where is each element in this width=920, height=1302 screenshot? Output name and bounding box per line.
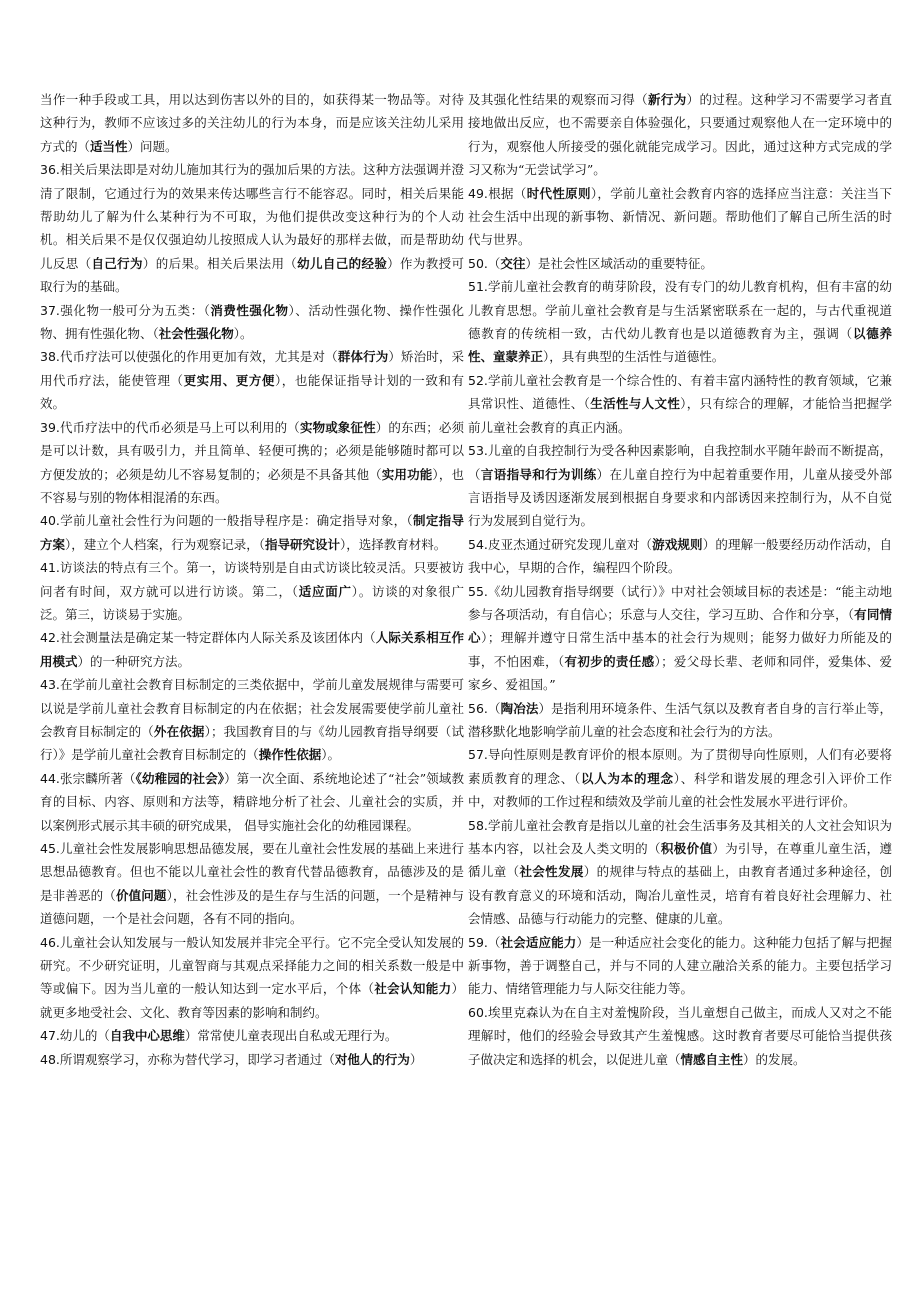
question-text: 在学前儿童社会教育目标制定的三类依据中，学前儿童发展规律与需要可以说是学前儿童社会教育目标制定的内在依据；社会发展需要使学前儿童社会教育目标制定的（ <box>40 677 464 739</box>
question-text: （ <box>487 934 501 950</box>
question-item-q47 <box>40 1024 464 1047</box>
question-text: ），学前儿童社会教育内容的选择应当注意：关注当下社会生活中出现的新事物、新情况、新问题。帮助他们了解自己所生活的时代与世界。 <box>468 185 892 248</box>
answer-keyword: 时代性原则 <box>526 185 591 201</box>
question-number: 39. <box>40 419 60 435</box>
question-item-q48cont <box>468 88 892 182</box>
answer-keyword: 社会适应能力 <box>500 934 577 950</box>
answer-keyword: 有同情心 <box>468 606 892 646</box>
question-text: ），社会性涉及的是生存与生活的问题，一个是精神与道德问题，一个是社会问题，各有不同的指向。 <box>40 887 464 927</box>
question-text: ）在儿童自控行为中起着重要作用，儿童从接受外部言语指导及诱因逐渐发展到根据自身要求和内部诱因来控制行为，从不自觉行为发展到自觉行为。 <box>468 466 892 529</box>
question-number: 42. <box>40 630 60 646</box>
question-text: 访谈法的特点有三个。第一，访谈特别是自由式访谈比较灵活。只要被访问者有时间，双方就可以进行访谈。第二，（ <box>40 560 464 599</box>
question-text: 学前儿童社会教育是指以儿童的社会生活事务及其相关的人文社会知识为基本内容，以社会及人类文明的（ <box>468 817 892 856</box>
question-text: ）；理解并遵守日常生活中基本的社会行为规则；能努力做好力所能及的事，不怕困难，（ <box>468 630 892 669</box>
question-number: 58. <box>468 817 488 833</box>
answer-keyword: 制定指导方案 <box>40 513 464 552</box>
question-text: 儿童的自我控制行为受各种因素影响，自我控制水平随年龄而不断提高，（ <box>468 443 892 482</box>
two-column-body <box>40 88 892 1071</box>
answer-keyword: 社会性发展 <box>519 864 584 880</box>
answer-keyword: 实物或象征性 <box>299 419 376 435</box>
question-text: ）是一种适应社会变化的能力。这种能力包括了解与把握新事物，善于调整自己，并与不同的人建立融洽关系的能力。主要包括学习能力、情绪管理能力与人际交往能力等。 <box>468 934 892 997</box>
question-item-q59 <box>468 931 892 1001</box>
question-number: 40. <box>40 513 60 529</box>
right-column <box>468 88 892 1071</box>
question-text: （ <box>487 700 501 716</box>
question-number: 43. <box>40 677 60 693</box>
left-column <box>40 88 464 1071</box>
question-number: 54. <box>468 536 488 552</box>
question-item-q50 <box>468 252 892 275</box>
answer-keyword: 言语指导和行为训练 <box>480 466 597 482</box>
question-text: 及其强化性结果的观察而习得（ <box>468 92 649 107</box>
question-number: 55. <box>468 583 488 599</box>
answer-keyword: 陶冶法 <box>500 700 539 716</box>
answer-keyword: 人际关系相互作用模式 <box>40 630 464 669</box>
question-text: ）作为教授可取行为的基础。 <box>40 255 464 295</box>
answer-keyword: 情感自主性 <box>680 1051 744 1067</box>
question-number: 57. <box>468 747 488 763</box>
question-number: 47. <box>40 1028 60 1044</box>
question-item-q37 <box>40 299 464 346</box>
answer-keyword: 外在依据 <box>153 723 205 739</box>
question-item-q60 <box>468 1001 892 1071</box>
question-text: 代币疗法中的代币必须是马上可以利用的（ <box>59 419 300 435</box>
question-number: 49. <box>468 185 488 201</box>
question-number: 50. <box>468 255 488 271</box>
question-number: 51. <box>468 279 488 295</box>
question-number: 41. <box>40 560 60 576</box>
question-item-q42 <box>40 626 464 673</box>
question-number: 37. <box>40 302 60 318</box>
answer-keyword: 以德养性、童蒙养正 <box>468 326 892 365</box>
question-text: 埃里克森认为在自主对羞愧阶段，当儿童想自己做主，而成人又对之不能理解时，他们的经验会导致其产生羞愧感。这时教育者要尽可能恰当提供孩子做决定和选择的机会，以促进儿童（ <box>468 1004 892 1067</box>
question-text: 学前儿童社会教育是一个综合性的、有着丰富内涵特性的教育领域，它兼具常识性、道德性、（ <box>468 372 892 412</box>
answer-keyword: 适应面广 <box>298 583 352 599</box>
question-text: 代币疗法可以使强化的作用更加有效，尤其是对（ <box>59 349 338 365</box>
answer-keyword: 社会认知能力 <box>374 981 452 997</box>
question-number: 48. <box>40 1051 60 1067</box>
question-text: ）。 <box>233 326 253 342</box>
question-text: 学前儿童社会教育的萌芽阶段，没有专门的幼儿教育机构，但有丰富的幼儿教育思想。学前儿童社会教育是与生活紧密联系在一起的，与古代重视道德教育的传统相一致，古代幼儿教育也是以道德教育为主，强调（ <box>468 279 892 342</box>
question-text: 《幼儿园教育指导纲要（试行）》中对社会领域目标的表述是：“能主动地参与各项活动，有自信心；乐意与人交往，学习互助、合作和分享，（ <box>468 583 892 622</box>
answer-keyword: 自我中心思维 <box>109 1028 185 1044</box>
question-number: 59. <box>468 934 488 950</box>
question-item-q49 <box>468 182 892 252</box>
question-text: ） <box>409 1051 423 1067</box>
question-text: ），选择教育材料。 <box>340 536 447 552</box>
question-text: ）就更多地受社会、文化、教育等因素的影响和制约。 <box>40 981 464 1020</box>
question-item-q40 <box>40 509 464 556</box>
question-text: ）为引导，在尊重儿童生活，遵循儿童（ <box>468 841 892 880</box>
question-text: ）是指利用环境条件、生活气氛以及教育者自身的言行举止等，潜移默化地影响学前儿童的社会态度和社会行为的方法。 <box>468 700 892 739</box>
question-text: 学前儿童社会性行为问题的一般指导程序是：确定指导对象，（ <box>59 513 414 529</box>
question-text: ）。访谈的对象很广泛。第三，访谈易于实施。 <box>40 583 464 622</box>
answer-keyword: 有初步的责任感 <box>564 653 655 669</box>
question-text: 社会测量法是确定某一特定群体内人际关系及该团体内（ <box>59 630 376 646</box>
question-text: 幼儿的（ <box>59 1028 110 1044</box>
answer-keyword: 积极价值 <box>660 841 713 856</box>
question-text: ）矫治时，采用代币疗法，能使管理（ <box>40 349 464 388</box>
question-number: 53. <box>468 443 488 459</box>
question-text: （ <box>487 255 501 271</box>
answer-keyword: 群体行为 <box>337 349 389 365</box>
question-text: ）问题。 <box>127 138 178 154</box>
question-text: 皮亚杰通过研究发现儿童对（ <box>487 536 653 552</box>
question-text: 张宗麟所著（ <box>59 770 136 786</box>
question-text: ）、科学和谐发展的理念引入评价工作中，对教师的工作过程和绩效及学前儿童的社会性发展水平进行评价。 <box>468 770 892 810</box>
answer-keyword: 生活性与人文性 <box>590 396 681 412</box>
question-item-q53 <box>468 439 892 533</box>
answer-keyword: 幼儿自己的经验 <box>297 255 388 271</box>
question-item-q58 <box>468 814 892 931</box>
question-number: 52. <box>468 372 488 388</box>
answer-keyword: 游戏规则 <box>652 536 703 552</box>
answer-keyword: 《幼稚园的社会》 <box>135 770 225 786</box>
answer-keyword: 新行为 <box>648 92 687 107</box>
question-text: ）的一种研究方法。 <box>77 653 191 669</box>
answer-keyword: 操作性依据 <box>258 747 322 763</box>
question-number: 46. <box>40 934 60 950</box>
question-item-q52 <box>468 369 892 439</box>
answer-keyword: 以人为本的理念 <box>581 770 674 786</box>
question-text: ）第一次全面、系统地论述了“社会”领域教育的目标、内容、原则和方法等，精辟地分析了社会、儿童社会的实质，并以案例形式展示其丰硕的研究成果， 倡导实施社会化的幼稚园课程。 <box>40 770 464 833</box>
question-text: ）的过程。这种学习不需要学习者直接地做出反应，也不需要亲自体验强化，只要通过观察他人在一定环境中的行为，观察他人所接受的强化就能完成学习。因此，通过这种方式完成的学习又称为“无尝试学习”。 <box>468 92 892 178</box>
question-number: 36. <box>40 162 60 178</box>
question-text: ）；我国教育目的与《幼儿园教育指导纲要（试行）》是学前儿童社会教育目标制定的（ <box>40 723 464 763</box>
question-item-q54 <box>468 533 892 580</box>
question-text: ）。 <box>321 747 341 763</box>
question-item-q41 <box>40 556 464 626</box>
question-text: ），只有综合的理解，才能恰当把握学前儿童社会教育的真正内涵。 <box>468 396 892 435</box>
question-text: ）、活动性强化物、操作性强化物、拥有性强化物、（ <box>40 302 464 342</box>
question-text: 导向性原则是教育评价的根本原则。为了贯彻导向性原则，人们有必要将素质教育的理念、（ <box>468 747 892 786</box>
question-text: 儿童社会认知发展与一般认知发展并非完全平行。它不完全受认知发展的研究。不少研究证明，儿童智商与其观点采择能力之间的相关系数一般是中等或偏下。因为当儿童的一般认知达到一定水平后，个体（ <box>40 934 464 997</box>
question-text: ）的规律与特点的基础上，由教育者通过多种途径，创设有教育意义的环境和活动，陶冶儿童性灵，培育有着良好社会理解力、社会情感、品德与行动能力的完整、健康的儿童。 <box>468 864 892 927</box>
question-text: ），也能保证指导计划的一致和有效。 <box>40 372 464 412</box>
question-text: ）的理解一般要经历动作活动，自我中心，早期的合作，编程四个阶段。 <box>468 536 892 576</box>
answer-keyword: 交往 <box>500 255 526 271</box>
question-number: 45. <box>40 841 60 856</box>
question-text: 当作一种手段或工具，用以达到伤害以外的目的，如获得某一物品等。对待这种行为，教师不应该过多的关注幼儿的行为本身，而是应该关注幼儿采用方式的（ <box>40 92 464 154</box>
question-number: 60. <box>468 1004 488 1020</box>
answer-keyword: 消费性强化物 <box>210 302 289 318</box>
question-text: ）；爱父母长辈、老师和同伴，爱集体、爱家乡、爱祖国。” <box>468 653 892 693</box>
question-text: 强化物一般可分为五类：（ <box>59 302 211 318</box>
question-text: ），建立个人档案，行为观察记录，（ <box>65 536 266 552</box>
answer-keyword: 实用功能 <box>381 466 433 482</box>
question-item-q36 <box>40 158 464 298</box>
question-item-q46 <box>40 931 464 1025</box>
question-item-q38 <box>40 345 464 415</box>
question-text: ）是社会性区域活动的重要特征。 <box>525 255 713 271</box>
question-text: ）常常使儿童表现出自私或无理行为。 <box>184 1028 398 1044</box>
question-number: 56. <box>468 700 488 716</box>
question-text: ）的后果。相关后果法用（ <box>142 255 298 271</box>
answer-keyword: 社会性强化物 <box>158 326 234 342</box>
question-number: 44. <box>40 770 60 786</box>
question-item-q56 <box>468 697 892 744</box>
question-text: 根据（ <box>487 185 527 201</box>
question-text: 儿童社会性发展影响思想品德发展，要在儿童社会性发展的基础上来进行思想品德教育。但也不能以儿童社会性的教育代替品德教育，品德涉及的是是非善恶的（ <box>40 841 464 903</box>
question-item-q39 <box>40 416 464 510</box>
answer-keyword: 更实用、更方便 <box>183 372 275 388</box>
answer-keyword: 指导研究设计 <box>265 536 341 552</box>
question-item-q45 <box>40 837 464 931</box>
question-item-q43 <box>40 673 464 767</box>
answer-keyword: 对他人的行为 <box>334 1051 410 1067</box>
question-item-q55 <box>468 580 892 697</box>
question-text: ），也不容易与别的物体相混淆的东西。 <box>40 466 464 505</box>
question-text: 相关后果法即是对幼儿施加其行为的强加后果的方法。这种方法强调并澄清了限制，它通过行为的效果来传达哪些言行不能容忍。同时，相关后果能帮助幼儿了解为什么某种行为不可取，为他们提供改变这种行为的个人动机。相关后果不是仅仅强迫幼儿按照成人认为最好的那样去做，而是帮助幼儿反思（ <box>40 162 464 271</box>
question-text: 所谓观察学习，亦称为替代学习，即学习者通过（ <box>59 1051 335 1067</box>
answer-keyword: 价值问题 <box>115 887 167 903</box>
question-number: 38. <box>40 349 60 365</box>
answer-keyword: 自己行为 <box>91 255 143 271</box>
question-text: ），具有典型的生活性与道德性。 <box>543 349 725 365</box>
question-text: ）的发展。 <box>743 1051 806 1067</box>
question-item-q57 <box>468 743 892 813</box>
answer-keyword: 适当性 <box>90 138 128 154</box>
question-item-cont <box>40 88 464 158</box>
question-item-q44 <box>40 767 464 837</box>
question-item-q51 <box>468 275 892 369</box>
question-text: ）的东西；必须是可以计数，具有吸引力，并且简单、轻便可携的；必须是能够随时都可以方便发放的；必须是幼儿不容易复制的；必须是不具备其他（ <box>40 419 464 482</box>
question-item-q48 <box>40 1048 464 1071</box>
